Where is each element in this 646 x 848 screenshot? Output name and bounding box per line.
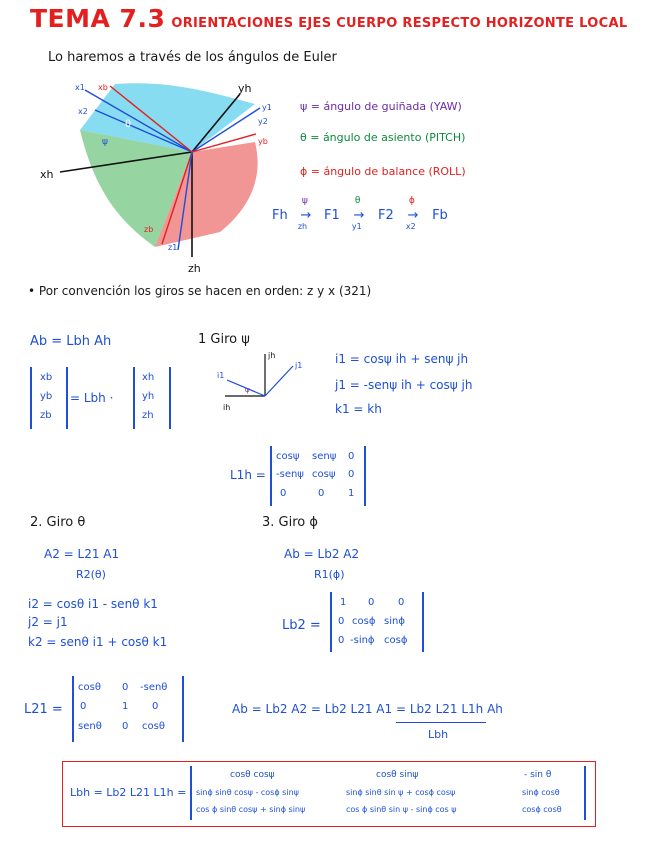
- lbh-multiply: = Lbh ·: [70, 391, 114, 405]
- euler-angles-diagram: [20, 72, 320, 282]
- frame-fb: Fb: [432, 208, 448, 223]
- label-xb: xb: [98, 83, 108, 92]
- intro-text: Lo haremos a través de los ángulos de Euler: [48, 50, 337, 65]
- giro1-diagram: [215, 348, 325, 418]
- label-j1: j1: [295, 361, 303, 370]
- title-sub: ORIENTACIONES EJES CUERPO RESPECTO HORIZONTE LOCAL: [171, 16, 628, 31]
- label-y1: y1: [262, 103, 272, 112]
- giro2-title: 2. Giro θ: [30, 515, 86, 530]
- label-ih: ih: [223, 403, 231, 412]
- def-roll: ϕ = ángulo de balance (ROLL): [300, 165, 466, 178]
- giro1-eq-j1: j1 = -senψ ih + cosψ jh: [335, 378, 473, 392]
- giro3-eq: Ab = Lb2 A2: [284, 547, 360, 561]
- label-jh: jh: [268, 351, 276, 360]
- giro3-title: 3. Giro ϕ: [262, 515, 318, 530]
- chain-underline: [396, 722, 486, 723]
- label-psi-giro1: ψ: [245, 386, 250, 394]
- lb2-label: Lb2 =: [282, 618, 321, 633]
- def-pitch: θ = ángulo de asiento (PITCH): [300, 131, 466, 144]
- label-theta: θ: [125, 119, 132, 130]
- giro1-eq-i1: i1 = cosψ ih + senψ jh: [335, 352, 469, 366]
- j1-axis: [265, 366, 293, 396]
- def-yaw: ψ = ángulo de guiñada (YAW): [300, 100, 462, 113]
- label-x1: x1: [75, 83, 85, 92]
- label-z1: z1: [168, 243, 178, 252]
- rot-arrow-1: ψ → zh: [297, 196, 312, 231]
- chain-eq: Ab = Lb2 A2 = Lb2 L21 A1 = Lb2 L21 L1h Ah: [232, 702, 503, 716]
- eq-ab-lbh: Ab = Lbh Ah: [30, 334, 112, 349]
- frame-fh: Fh: [272, 208, 288, 223]
- giro3-sub: R1(ϕ): [314, 568, 345, 581]
- label-i1: i1: [217, 371, 225, 380]
- giro2-sub: R2(θ): [76, 568, 106, 581]
- l21-label: L21 =: [24, 702, 63, 717]
- frame-sequence: [272, 196, 448, 231]
- frame-f1: F1: [324, 208, 340, 223]
- label-yh: yh: [238, 82, 252, 95]
- label-zb: zb: [144, 225, 154, 234]
- rot-arrow-2: θ → y1: [351, 196, 365, 231]
- convention-text: • Por convención los giros se hacen en orden: z y x (321): [28, 284, 372, 298]
- l1h-label: L1h =: [230, 468, 266, 482]
- label-psi: ψ: [102, 137, 108, 147]
- giro1-eq-k1: k1 = kh: [335, 402, 382, 416]
- chain-under: Lbh: [428, 728, 449, 741]
- label-y2: y2: [258, 117, 268, 126]
- giro1-title: 1 Giro ψ: [198, 332, 250, 347]
- giro2-eq: A2 = L21 A1: [44, 547, 120, 561]
- final-lhs: Lbh = Lb2 L21 L1h =: [70, 786, 187, 799]
- title-main: TEMA 7.3: [30, 4, 166, 33]
- giro2-eq-j2: j2 = j1: [28, 615, 68, 629]
- page-title: [30, 4, 627, 33]
- frame-f2: F2: [378, 208, 394, 223]
- label-yb: yb: [258, 137, 268, 146]
- giro2-eq-i2: i2 = cosθ i1 - senθ k1: [28, 597, 158, 611]
- label-zh: zh: [188, 262, 201, 275]
- rot-arrow-3: ϕ → x2: [405, 196, 419, 231]
- label-xh: xh: [40, 168, 54, 181]
- label-x2: x2: [78, 107, 88, 116]
- giro2-eq-k2: k2 = senθ i1 + cosθ k1: [28, 635, 168, 649]
